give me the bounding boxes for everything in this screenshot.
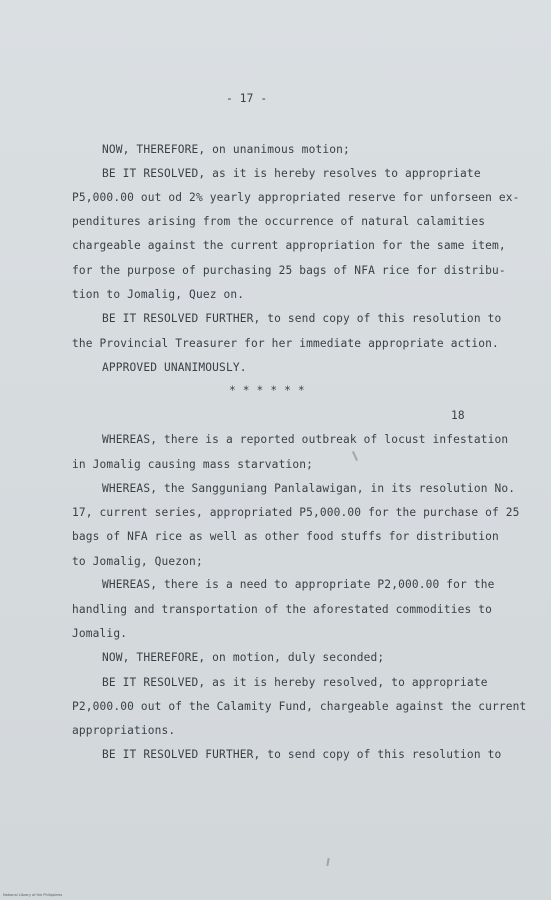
page-number: - 17 - — [226, 92, 268, 105]
be-it-resolved-line: chargeable against the current appropriation for the same item, — [72, 239, 506, 252]
resolution-number: 18 — [451, 409, 465, 422]
whereas-clause-line: Jomalig. — [72, 627, 128, 640]
now-therefore-clause: NOW, THEREFORE, on unanimous motion; — [102, 143, 350, 156]
whereas-clause-line: 17, current series, appropriated P5,000.00 for the purchase of 25 — [72, 506, 520, 519]
be-it-resolved-further-line: the Provincial Treasurer for her immediate appropriate action. — [72, 337, 499, 350]
now-therefore-clause: NOW, THEREFORE, on motion, duly seconded; — [102, 651, 385, 664]
be-it-resolved-line: appropriations. — [72, 724, 176, 737]
approved-unanimously: APPROVED UNANIMOUSLY. — [102, 361, 247, 374]
be-it-resolved-line: tion to Jomalig, Quez on. — [72, 288, 245, 301]
whereas-clause-line: in Jomalig causing mass starvation; — [72, 458, 313, 471]
be-it-resolved-line: BE IT RESOLVED, as it is hereby resolves to appropriate — [102, 167, 481, 180]
be-it-resolved-further-line: BE IT RESOLVED FURTHER, to send copy of this resolution to — [102, 748, 502, 761]
scan-mark — [326, 858, 329, 866]
be-it-resolved-line: P5,000.00 out od 2% yearly appropriated reserve for unforseen ex- — [72, 191, 520, 204]
section-separator: * * * * * * — [229, 384, 305, 397]
scan-mark — [352, 451, 358, 461]
footer-text: National Library of the Philippines — [3, 893, 63, 897]
be-it-resolved-further-line: BE IT RESOLVED FURTHER, to send copy of this resolution to — [102, 312, 502, 325]
whereas-clause-line: WHEREAS, the Sangguniang Panlalawigan, in its resolution No. — [102, 482, 516, 495]
be-it-resolved-line: for the purpose of purchasing 25 bags of NFA rice for distribu- — [72, 264, 506, 277]
whereas-clause-line: to Jomalig, Quezon; — [72, 555, 203, 568]
be-it-resolved-line: penditures arising from the occurrence of natural calamities — [72, 215, 486, 228]
whereas-clause-line: WHEREAS, there is a reported outbreak of locust infestation — [102, 433, 509, 446]
whereas-clause-line: bags of NFA rice as well as other food stuffs for distribution — [72, 530, 499, 543]
be-it-resolved-line: BE IT RESOLVED, as it is hereby resolved, to appropriate — [102, 676, 488, 689]
whereas-clause-line: WHEREAS, there is a need to appropriate P2,000.00 for the — [102, 578, 495, 591]
be-it-resolved-line: P2,000.00 out of the Calamity Fund, chargeable against the current — [72, 700, 527, 713]
whereas-clause-line: handling and transportation of the aforestated commodities to — [72, 603, 493, 616]
